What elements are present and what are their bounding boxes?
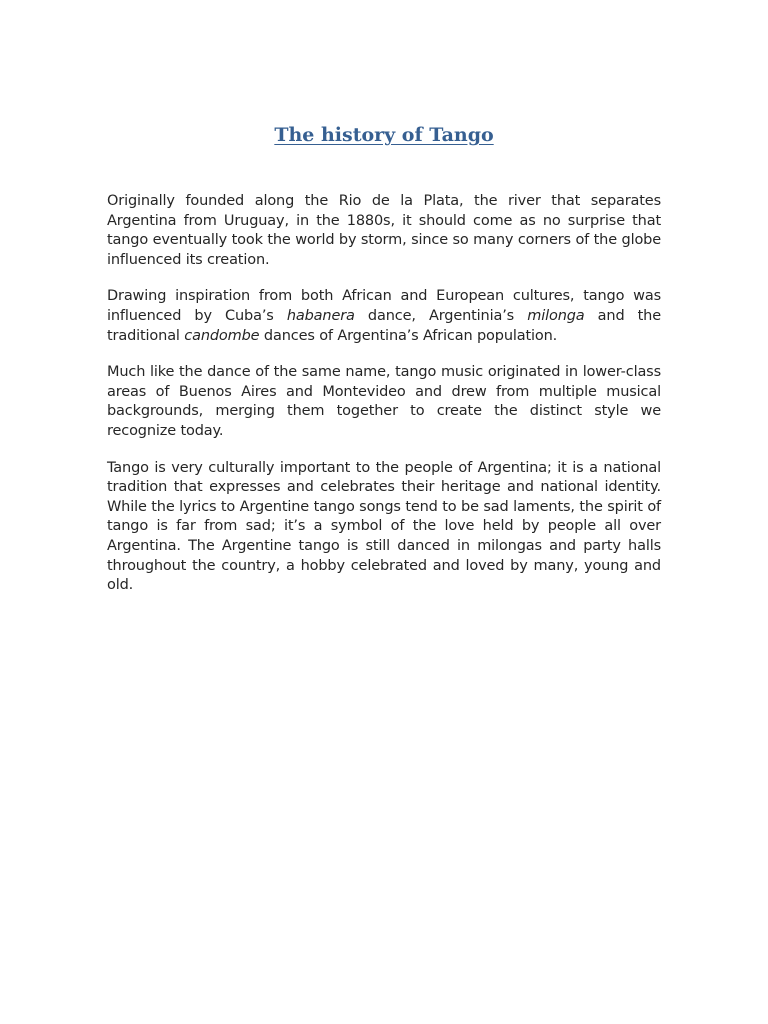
paragraph-1 <box>107 192 661 270</box>
paragraph-text: and the traditional <box>107 307 661 344</box>
paragraph-4 <box>107 459 661 596</box>
paragraph-text: Tango is very culturally important to the people of Argentina; it is a national tradition that expresses and celebrates their heritage and national identity. While the lyrics to Argentine tango songs tend to be sad laments, the spirit of tango is far from sad; it’s a symbol of the love held by people all over Argentina. The Argentine tango is still danced in milongas and party halls throughout the country, a hobby celebrated and loved by many, young and old. <box>107 459 661 594</box>
paragraph-text: Originally founded along the Rio de la Plata, the river that separates Argentina from Uruguay, in the 1880s, it should come as no surprise that tango eventually took the world by storm, since so many corners of the globe influenced its creation. <box>107 193 661 268</box>
paragraph-text: Much like the dance of the same name, tango music originated in lower-class areas of Buenos Aires and Montevideo and drew from multiple musical backgrounds, merging them together to create the distinct style we recognize today. <box>107 364 661 439</box>
paragraph-3 <box>107 363 661 441</box>
paragraph-text: dance, Argentinia’s <box>354 307 528 324</box>
paragraph-text: Drawing inspiration from both African and European cultures, tango was influenced by Cuba’s <box>107 288 661 324</box>
italic-term-habanera: habanera <box>286 307 355 324</box>
paragraph-2 <box>107 287 661 346</box>
italic-term-candombe: candombe <box>184 327 260 344</box>
paragraph-text: dances of Argentina’s African population. <box>259 327 558 344</box>
italic-term-milonga: milonga <box>527 307 585 324</box>
document-body <box>107 192 661 613</box>
document-title: The history of Tango <box>274 124 494 146</box>
